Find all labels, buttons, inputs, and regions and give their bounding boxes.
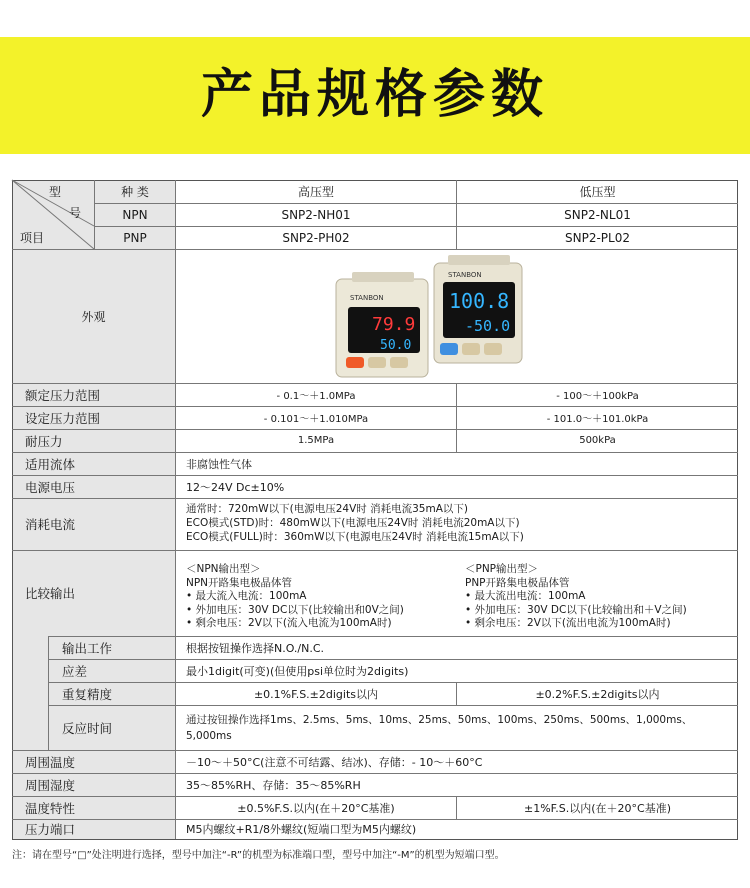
pnp-line: • 外加电压：30V DC以下(比较输出和＋V之间)	[465, 603, 687, 616]
temp-char-high: ±0.5%F.S.以内(在＋20°C基准)	[237, 801, 395, 815]
pnp-line: • 剩余电压：2V以下(流出电流为100mA时)	[465, 617, 671, 629]
set-range-low: - 101.0～＋101.0kPa	[546, 414, 649, 425]
pnp-line: • 最大流出电流：100mA	[465, 590, 586, 602]
response-value: 通过按钮操作选择1ms、2.5ms、5ms、10ms、25ms、50ms、100ms、250ms、500ms、1,000ms、5,000ms	[186, 714, 693, 742]
rated-range-label: 额定压力范围	[25, 387, 101, 403]
high-npn-model: SNP2-NH01	[281, 207, 351, 222]
repeatability-low: ±0.2%F.S.±2digits以内	[535, 687, 660, 701]
low-type: 低压型	[579, 185, 616, 199]
low-npn-model: SNP2-NL01	[564, 207, 631, 222]
port-label: 压力端口	[25, 822, 76, 837]
set-range-label: 设定压力范围	[25, 410, 101, 426]
withstand-low: 500kPa	[579, 435, 616, 446]
high-pnp-model: SNP2-PH02	[282, 230, 350, 245]
high-type: 高压型	[297, 185, 334, 199]
low-display-bottom: -50.0	[465, 317, 511, 335]
ambient-humidity-value: 35～85%RH、存储：35～85%RH	[186, 778, 361, 792]
rated-range-low: - 100～＋100kPa	[556, 391, 639, 402]
header-npn-label: NPN	[122, 207, 148, 222]
high-brand: STANBON	[350, 294, 384, 302]
low-brand: STANBON	[448, 271, 482, 279]
consumption-label: 消耗电流	[25, 517, 76, 532]
temp-char-label: 温度特性	[25, 800, 76, 816]
fluid-label: 适用流体	[25, 456, 76, 472]
pnp-line: ＜PNP输出型＞	[465, 563, 539, 575]
repeatability-high: ±0.1%F.S.±2digits以内	[253, 687, 379, 701]
product-photo	[330, 255, 540, 380]
npn-line: • 最大流入电流：100mA	[186, 590, 307, 602]
compare-output-label: 比较输出	[25, 586, 76, 601]
output-action-value: 根据按钮操作选择N.O./N.C.	[186, 641, 325, 655]
corner-xing: 型	[48, 184, 61, 199]
header-type-label: 种 类	[121, 185, 149, 199]
pnp-line: PNP开路集电极晶体管	[465, 576, 570, 589]
page-title: 产品规格参数	[200, 65, 549, 125]
withstand-high: 1.5MPa	[297, 435, 335, 446]
appearance-label: 外观	[81, 309, 106, 324]
consumption-line: ECO模式(FULL)时：360mW以下(电源电压24V时 消耗电流15mA以下)	[186, 531, 524, 543]
corner-hao: 号	[68, 205, 81, 220]
npn-line: ＜NPN输出型＞	[186, 563, 261, 575]
compare-output-npn	[186, 563, 456, 631]
low-display-top: 100.8	[449, 289, 510, 313]
ambient-temp-label: 周围温度	[25, 754, 76, 770]
npn-line: • 剩余电压：2V以下(流入电流为100mA时)	[186, 617, 392, 629]
compare-output-pnp	[465, 563, 735, 631]
corner-xiangmu: 项目	[19, 230, 44, 245]
consumption-line: ECO模式(STD)时：480mW以下(电源电压24V时 消耗电流20mA以下)	[186, 517, 520, 529]
consumption-line: 通常时：720mW以下(电源电压24V时 消耗电流35mA以下)	[186, 503, 468, 515]
npn-line: NPN开路集电极晶体管	[186, 576, 293, 589]
withstand-label: 耐压力	[25, 433, 63, 449]
supply-value: 12～24V Dc±10%	[186, 480, 285, 494]
npn-line: • 外加电压：30V DC以下(比较输出和0V之间)	[186, 603, 404, 616]
port-value: M5内螺纹+R1/8外螺纹(短端口型为M5内螺纹)	[186, 823, 417, 836]
consumption-lines	[186, 502, 726, 544]
response-label: 反应时间	[62, 720, 113, 736]
footnote: 注：请在型号“□”处注明进行选择，型号中加注“-R”的机型为标准端口型，型号中加注“-M”的机型为短端口型。	[12, 850, 505, 861]
set-range-high: - 0.101～＋1.010MPa	[263, 414, 369, 425]
hysteresis-value: 最小1digit(可变)(但使用psi单位时为2digits)	[186, 664, 409, 678]
temp-char-low: ±1%F.S.以内(在＋20°C基准)	[524, 801, 671, 815]
high-display-bottom: 50.0	[380, 338, 412, 353]
rated-range-high: - 0.1～＋1.0MPa	[276, 391, 356, 402]
ambient-temp-value: －10～＋50°C(注意不可结露、结冰)、存储：- 10～＋60°C	[186, 755, 483, 769]
high-display-top: 79.9	[372, 314, 416, 335]
supply-label: 电源电压	[25, 479, 76, 495]
fluid-value: 非腐蚀性气体	[186, 457, 252, 471]
ambient-humidity-label: 周围湿度	[25, 777, 76, 793]
output-action-label: 输出工作	[62, 640, 113, 656]
low-pnp-model: SNP2-PL02	[565, 230, 630, 245]
hysteresis-label: 应差	[62, 663, 88, 679]
header-pnp-label: PNP	[123, 230, 147, 245]
repeatability-label: 重复精度	[62, 686, 113, 702]
